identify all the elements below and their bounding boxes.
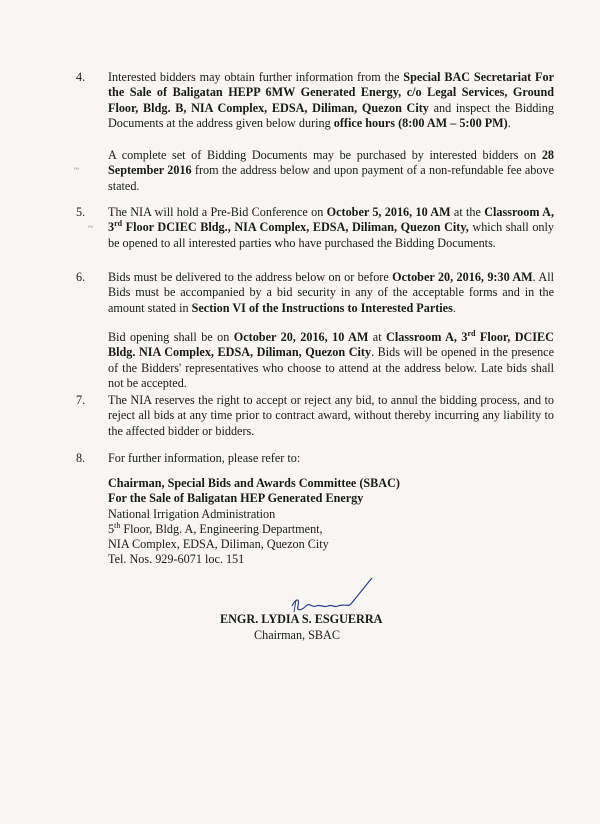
- contact-line-6: Tel. Nos. 929-6071 loc. 151: [108, 552, 245, 567]
- contact-line-2: For the Sale of Baligatan HEP Generated Energy: [108, 491, 364, 506]
- margin-mark: ~: [88, 222, 94, 233]
- contact-block: [108, 476, 448, 568]
- signatory-title: Chairman, SBAC: [254, 628, 340, 642]
- signatory-name: ENGR. LYDIA S. ESGUERRA: [220, 612, 383, 626]
- contact-line-5: NIA Complex, EDSA, Diliman, Quezon City: [108, 537, 329, 552]
- item-4-para-2: A complete set of Bidding Documents may be purchased by interested bidders on 28 September 2016 from the address below and upon payment of a non-refundable fee above stated.: [108, 148, 554, 193]
- item-number: 6.: [76, 270, 86, 284]
- item-number: 5.: [76, 205, 86, 219]
- item-number: 4.: [76, 70, 86, 84]
- margin-mark: ~: [74, 164, 80, 175]
- item-6-para-2: Bid opening shall be on October 20, 2016, 10 AM at Classroom A, 3rd Floor, DCIEC Bldg. NIA Complex, EDSA, Diliman, Quezon City. Bids will be opened in the presence of the Bidders' representatives who choose to attend at the address below. Late bids shall not be accepted.: [108, 328, 554, 390]
- item-number: 8.: [76, 451, 86, 465]
- contact-line-4: 5th Floor, Bldg. A, Engineering Department,: [108, 520, 323, 536]
- item-number: 7.: [76, 393, 86, 407]
- item-4-para-1: Interested bidders may obtain further information from the Special BAC Secretariat For the Sale of Baligatan HEPP 6MW Generated Energy, c/o Legal Services, Ground Floor, Bldg. B, NIA Complex, EDSA, Diliman, Quezon City and inspect the Bidding Documents at the address given below during office hours (8:00 AM – 5:00 PM).: [108, 70, 555, 130]
- item-5-para-1: The NIA will hold a Pre-Bid Conference on October 5, 2016, 10 AM at the Classroom A, 3rd Floor DCIEC Bldg., NIA Complex, EDSA, Diliman, Quezon City, which shall only be opened to all interested parties who have purchased the Bidding Documents.: [108, 205, 554, 250]
- item-7-para-1: The NIA reserves the right to accept or reject any bid, to annul the bidding process, and to reject all bids at any time prior to contract award, without thereby incurring any liability to the affected bidder or bidders.: [108, 393, 554, 438]
- contact-line-3: National Irrigation Administration: [108, 506, 276, 521]
- contact-line-1: Chairman, Special Bids and Awards Committee (SBAC): [108, 476, 400, 490]
- item-6-para-1: Bids must be delivered to the address below on or before October 20, 2016, 9:30 AM. All Bids must be accompanied by a bid security in any of the acceptable forms and in the amount stated in Section VI of the Instructions to Interested Parties.: [108, 270, 554, 315]
- item-8-para-1: For further information, please refer to:: [108, 451, 301, 465]
